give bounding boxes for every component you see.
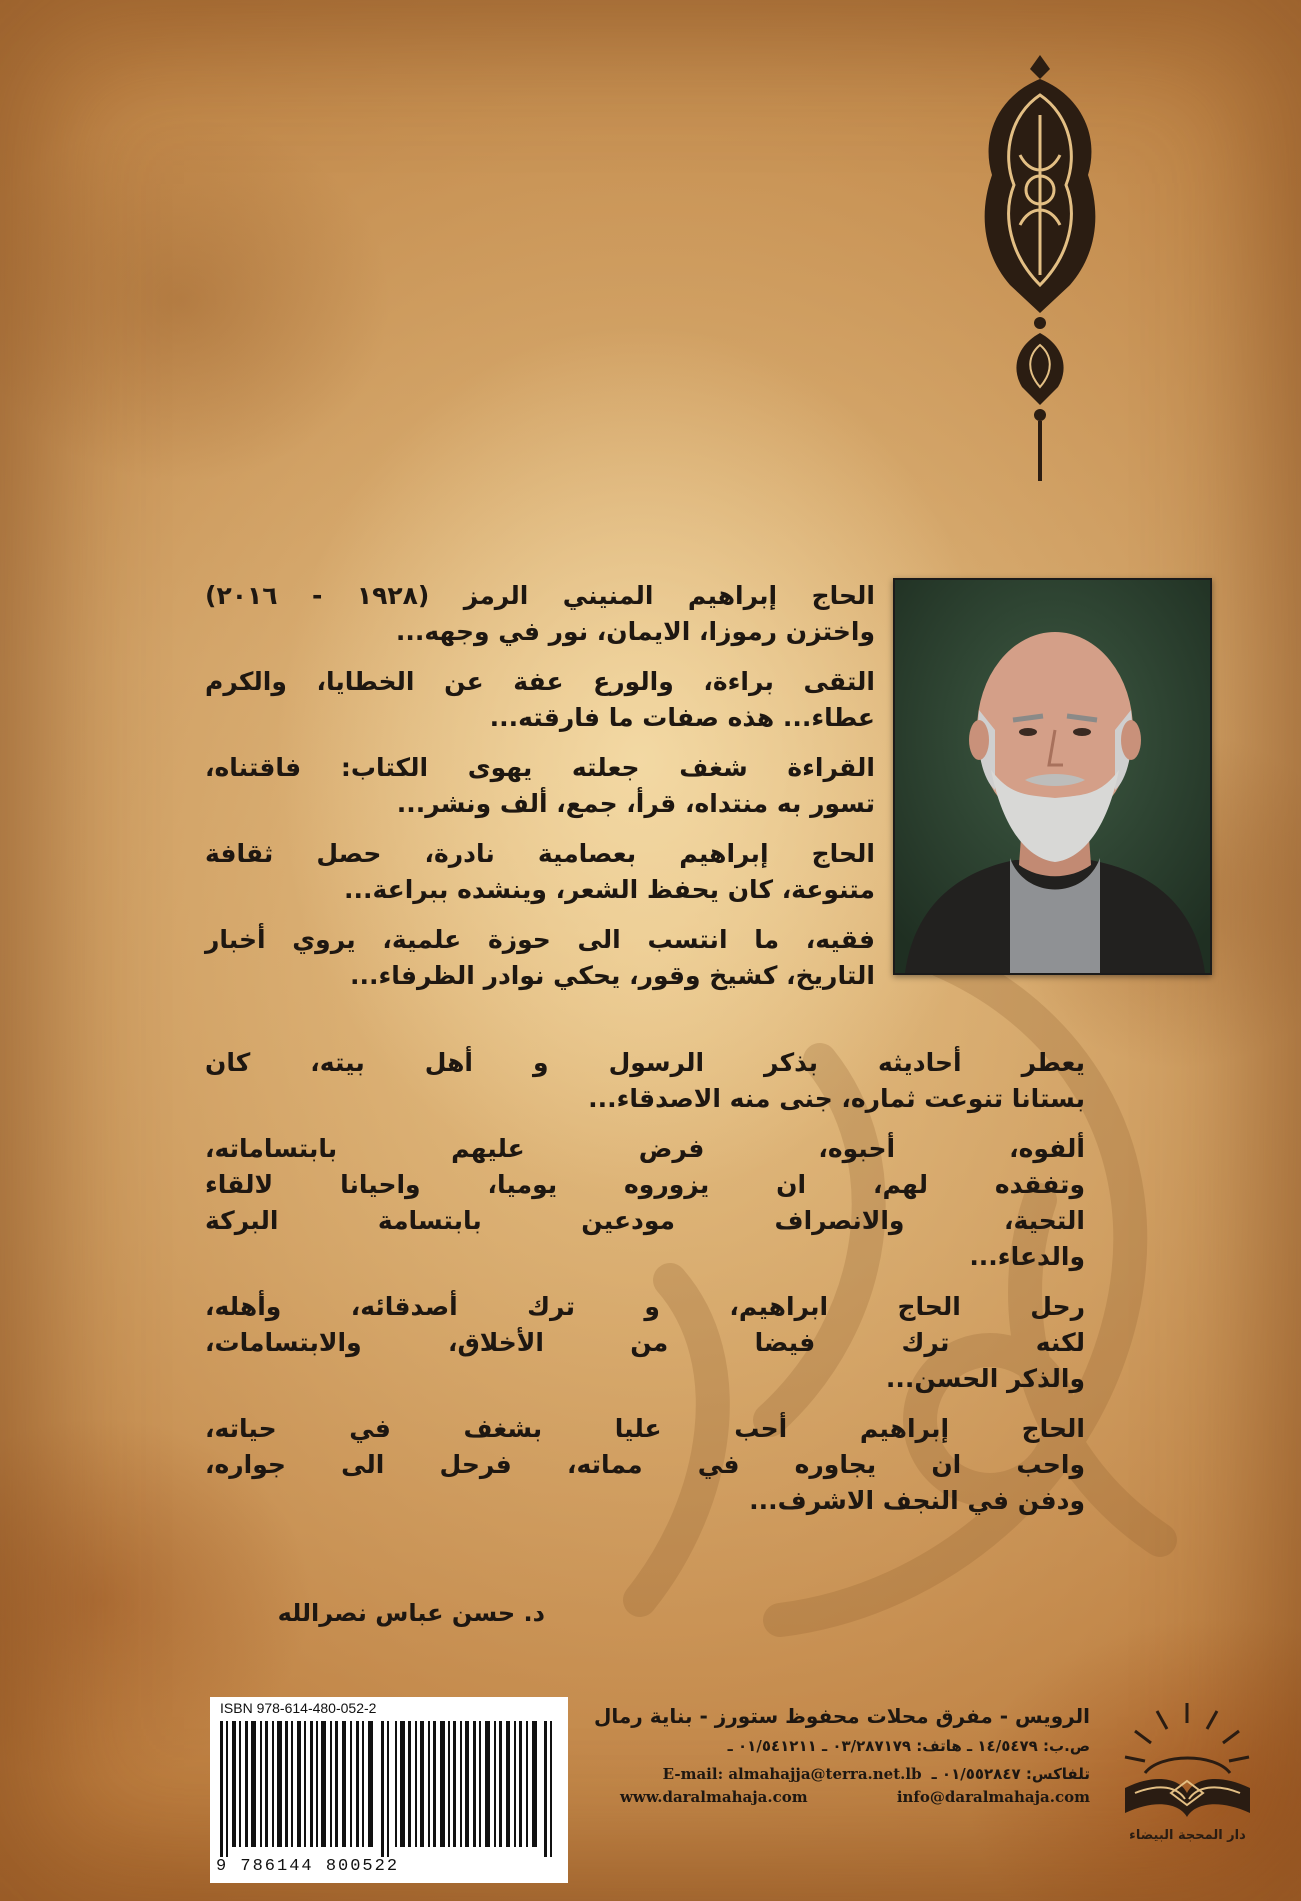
text-line: عطاء... هذه صفات ما فارقته... bbox=[489, 703, 875, 732]
isbn-digits: 9 786144 800522 bbox=[216, 1857, 400, 1876]
paragraph bbox=[205, 922, 875, 994]
publisher-fax: تلفاكس: ٠١/٥٥٢٨٤٧ ـ bbox=[931, 1765, 1090, 1783]
publisher-logo-name: دار المحجة البيضاء bbox=[1129, 1828, 1246, 1843]
text-line: واحب ان يجاوره في مماته، فرحل الى جواره، bbox=[205, 1450, 1085, 1479]
paragraph bbox=[205, 1411, 1085, 1519]
text-line: ألفوه، أحبوه، فرض عليهم بابتساماته، bbox=[205, 1134, 1085, 1163]
barcode-bars bbox=[220, 1721, 558, 1857]
portrait-illustration bbox=[895, 580, 1210, 973]
biography-text-continued bbox=[205, 1045, 1085, 1533]
text-line: وتفقده لهم، ان يزوروه يوميا، واحيانا لالقاء bbox=[205, 1170, 1085, 1199]
text-line: والدعاء... bbox=[969, 1242, 1085, 1271]
text-line: متنوعة، كان يحفظ الشعر، وينشده ببراعة... bbox=[343, 875, 875, 904]
paragraph bbox=[205, 1289, 1085, 1397]
paragraph bbox=[205, 664, 875, 736]
author-signature: د. حسن عباس نصرالله bbox=[277, 1599, 545, 1627]
publisher-website[interactable]: www.daralmahaja.com bbox=[620, 1788, 808, 1806]
paragraph bbox=[205, 1045, 1085, 1117]
text-line: القراءة شغف جعلته يهوى الكتاب: فاقتناه، bbox=[205, 753, 875, 782]
publisher-email[interactable]: E-mail: almahajja@terra.net.lb bbox=[662, 1765, 922, 1783]
publisher-address: الرويس - مفرق محلات محفوظ ستورز - بناية رمال bbox=[594, 1704, 1090, 1728]
publisher-contact-info bbox=[590, 1700, 1090, 1806]
publisher-info-email[interactable]: info@daralmahaja.com bbox=[896, 1788, 1090, 1806]
text-line: لكنه ترك فيضا من الأخلاق، والابتسامات، bbox=[205, 1328, 1085, 1357]
paragraph bbox=[205, 578, 875, 650]
text-line: يعطر أحاديثه بذكر الرسول و أهل بيته، كان bbox=[205, 1048, 1085, 1077]
paragraph bbox=[205, 1131, 1085, 1275]
biography-text bbox=[205, 578, 875, 1008]
text-line: فقيه، ما انتسب الى حوزة علمية، يروي أخبار bbox=[205, 925, 875, 954]
text-line: ودفن في النجف الاشرف... bbox=[749, 1486, 1085, 1515]
text-line: الحاج إبراهيم أحب عليا بشغف في حياته، bbox=[205, 1414, 1085, 1443]
text-line: تسور به منتداه، قرأ، جمع، ألف ونشر... bbox=[396, 789, 875, 818]
arabesque-ornament bbox=[970, 55, 1110, 485]
text-line: الحاج إبراهيم بعصامية نادرة، حصل ثقافة bbox=[205, 839, 875, 868]
text-line: والذكر الحسن... bbox=[885, 1364, 1085, 1393]
paragraph bbox=[205, 750, 875, 822]
text-line: الحاج إبراهيم المنيني الرمز (١٩٢٨ - ٢٠١٦) bbox=[205, 581, 875, 610]
author-portrait bbox=[893, 578, 1212, 975]
text-line: التاريخ، كشيخ وقور، يحكي نوادر الظرفاء... bbox=[349, 961, 875, 990]
isbn-label: ISBN 978-614-480-052-2 bbox=[220, 1700, 377, 1716]
text-line: التحية، والانصراف مودعين بابتسامة البركة bbox=[205, 1206, 1085, 1235]
publisher-logo bbox=[1105, 1693, 1270, 1863]
text-line: واختزن رموزا، الايمان، نور في وجهه... bbox=[395, 617, 875, 646]
paragraph bbox=[205, 836, 875, 908]
isbn-barcode bbox=[210, 1697, 568, 1883]
text-line: بستانا تنوعت ثماره، جنى منه الاصدقاء... bbox=[588, 1084, 1085, 1113]
publisher-phone: ص.ب: ١٤/٥٤٧٩ ـ هاتف: ٠٣/٢٨٧١٧٩ ـ ٠١/٥٤١٢١١ ـ bbox=[727, 1737, 1090, 1755]
text-line: رحل الحاج ابراهيم، و ترك أصدقائه، وأهله، bbox=[205, 1292, 1085, 1321]
text-line: التقى براءة، والورع عفة عن الخطايا، والكرم bbox=[205, 667, 875, 696]
